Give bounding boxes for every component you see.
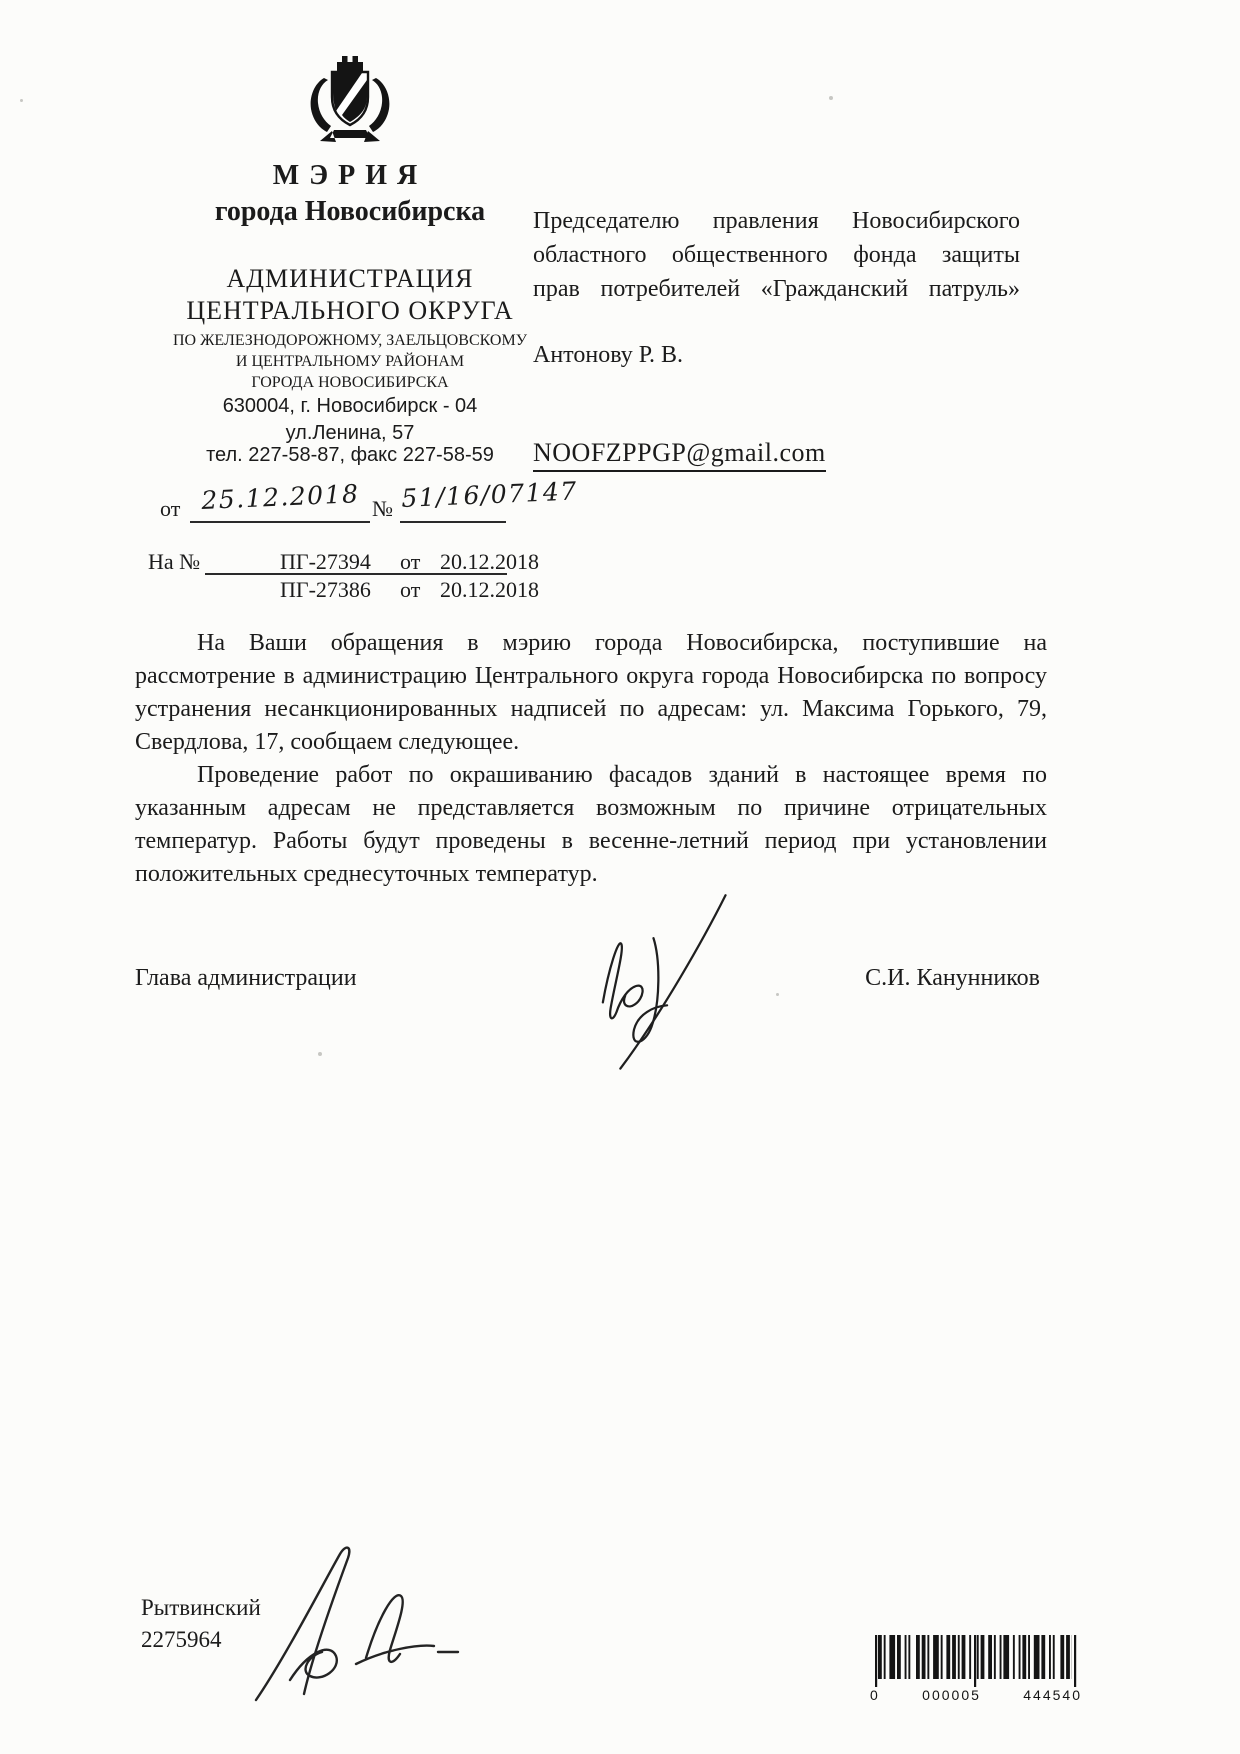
outgoing-date-underline (190, 521, 370, 523)
body-paragraph-1: На Ваши обращения в мэрию города Новосибирска, поступившие на рассмотрение в администрацию Центрального округа города Новосибирска по вопросу устранения несанкционированных надписей по адресам: ул. Максима Горького, 79, Свердлова, 17, сообщаем следующее. (135, 630, 1047, 755)
letter-body (135, 627, 1047, 891)
postal-address: 630004, г. Новосибирск - 04 (222, 395, 478, 417)
barcode-bars (870, 1635, 1082, 1687)
outgoing-number-underline (400, 521, 506, 523)
scan-speck (318, 1052, 322, 1056)
scan-speck (20, 99, 23, 102)
ref-number: ПГ-27394 (280, 549, 371, 574)
administration-title-line-2: ЦЕНТРАЛЬНОГО ОКРУГА (186, 296, 514, 325)
ref-number: ПГ-27386 (280, 577, 371, 602)
scan-speck (829, 96, 833, 100)
city-hall-title: МЭРИЯ (272, 160, 428, 191)
executor-phone: 2275964 (141, 1627, 222, 1652)
administration-title-line-1: АДМИНИСТРАЦИЯ (226, 264, 474, 293)
scan-speck (776, 993, 779, 996)
street-address: ул.Ленина, 57 (285, 422, 415, 444)
incoming-ref-label: На № (148, 549, 201, 574)
barcode-digit-group-2: 444540 (1023, 1687, 1082, 1703)
districts-line-1: ПО ЖЕЛЕЗНОДОРОЖНОМУ, ЗАЕЛЬЦОВСКОМУ (172, 332, 528, 349)
barcode-digit-lead: 0 (870, 1687, 880, 1703)
outgoing-date-label: от (160, 496, 181, 521)
city-hall-subtitle: города Новосибирска (214, 196, 486, 227)
outgoing-date-handwritten: 25.12.2018 (200, 479, 360, 515)
signer-position: Глава администрации (135, 965, 357, 991)
signature-icon (560, 885, 745, 1075)
recipient-title-line-1: Председателю правления Новосибирского (533, 208, 1020, 234)
ref-date: 20.12.2018 (440, 577, 539, 602)
ref-prep: от (400, 577, 421, 602)
barcode-digits (870, 1687, 1082, 1703)
signer-name: С.И. Канунников (865, 965, 1040, 991)
barcode (870, 1635, 1082, 1703)
outgoing-number-label: № (372, 496, 393, 521)
executor-signature-icon (238, 1538, 463, 1713)
coat-of-arms-icon (298, 52, 402, 152)
recipient-title-line-3: прав потребителей «Гражданский патруль» (533, 276, 1020, 302)
districts-line-3: ГОРОДА НОВОСИБИРСКА (251, 374, 449, 391)
body-paragraph-2: Проведение работ по окрашиванию фасадов зданий в настоящее время по указанным адресам не представляется возможным по причине отрицательных температур. Работы будут проведены в весенне-летний период при установлении положительных среднесуточных температур. (135, 762, 1047, 887)
executor-name: Рытвинский (141, 1595, 261, 1620)
outgoing-number-handwritten: 51/16/07147 (400, 476, 579, 513)
districts-line-2: И ЦЕНТРАЛЬНОМУ РАЙОНАМ (235, 353, 465, 370)
barcode-digit-group-1: 000005 (922, 1687, 981, 1703)
ref-prep: от (400, 549, 421, 574)
recipient-name: Антонову Р. В. (533, 342, 684, 368)
recipient-block (533, 204, 1020, 306)
ref-date: 20.12.2018 (440, 549, 539, 574)
recipient-email: NOOFZPPGP@gmail.com (533, 438, 826, 472)
recipient-title-line-2: областного общественного фонда защиты (533, 242, 1020, 268)
phone-fax: тел. 227-58-87, факс 227-58-59 (206, 444, 494, 466)
